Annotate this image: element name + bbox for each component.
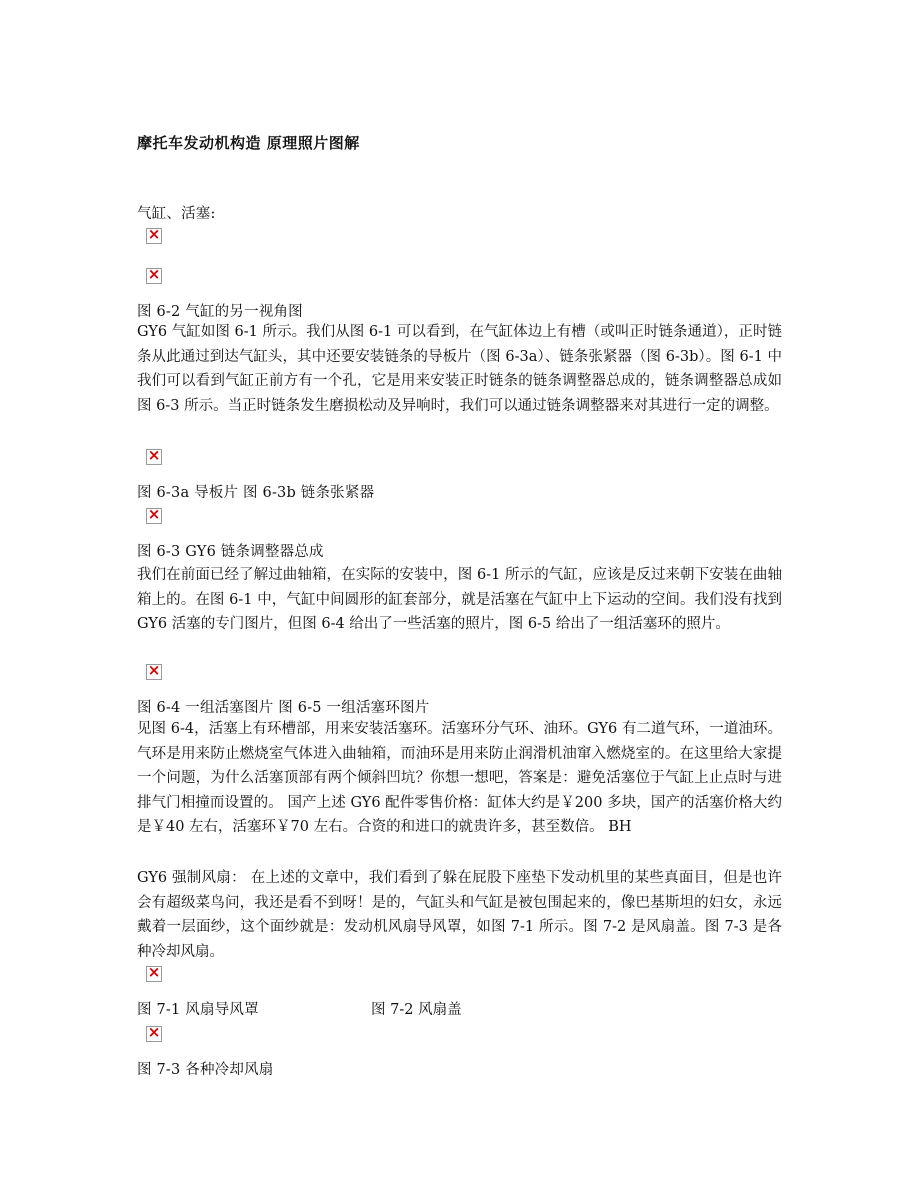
caption-fig-6-2: 图 6-2 气缸的另一视角图	[137, 304, 303, 320]
broken-image-icon	[146, 1026, 162, 1042]
broken-image-icon	[146, 664, 162, 680]
broken-image-icon	[146, 508, 162, 524]
caption-fig-7-3: 图 7-3 各种冷却风扇	[137, 1062, 274, 1078]
paragraph-fan: GY6 强制风扇： 在上述的文章中，我们看到了躲在屁股下座垫下发动机里的某些真面目，但是也许会有超级菜鸟问，我还是看不到呀！是的，气缸头和气缸是被包围起来的，像巴基斯坦的妇女，永远戴着一层面纱，这个面纱就是：发动机风扇导风罩，如图 7-1 所示。图 7-2 是风扇盖。图 7-3 是各种冷却风扇。	[137, 870, 782, 960]
document-title: 摩托车发动机构造 原理照片图解	[137, 134, 360, 152]
paragraph-piston-rings: 见图 6-4，活塞上有环槽部，用来安装活塞环。活塞环分气环、油环。GY6 有二道气环，一道油环。气环是用来防止燃烧室气体进入曲轴箱，而油环是用来防止润滑机油窜入燃烧室的。在这里给大家提一个问题，为什么活塞顶部有两个倾斜凹坑？你想一想吧，答案是：避免活塞位于气缸上止点时与进排气门相撞而设置的。 国产上述 GY6 配件零售价格：缸体大约是￥200 多块，国产的活塞价格大约是￥40 左右，活塞环￥70 左右。合资的和进口的就贵许多，甚至数倍。 BH	[137, 721, 782, 835]
broken-image-icon	[146, 228, 162, 244]
caption-fig-7-1: 图 7-1 风扇导风罩	[137, 1002, 259, 1018]
caption-fig-6-4-6-5: 图 6-4 一组活塞图片 图 6-5 一组活塞环图片	[137, 700, 430, 716]
caption-fig-6-3ab: 图 6-3a 导板片 图 6-3b 链条张紧器	[137, 485, 375, 501]
paragraph-cylinder: GY6 气缸如图 6-1 所示。我们从图 6-1 可以看到，在气缸体边上有槽（或叫正时链条通道），正时链条从此通过到达气缸头，其中还要安装链条的导板片（图 6-3a）、链条张紧器（图 6-3b）。图 6-1 中我们可以看到气缸正前方有一个孔，它是用来安装正时链条的链条调整器总成的，链条调整器总成如图 6-3 所示。当正时链条发生磨损松动及异响时，我们可以通过链条调整器来对其进行一定的调整。	[137, 324, 782, 414]
broken-image-icon	[146, 966, 162, 982]
broken-image-icon	[146, 449, 162, 465]
section-heading-cylinder: 气缸、活塞:	[137, 206, 216, 222]
broken-image-icon	[146, 268, 162, 284]
caption-fig-7-2: 图 7-2 风扇盖	[371, 1002, 462, 1018]
paragraph-piston-intro: 我们在前面已经了解过曲轴箱，在实际的安装中，图 6-1 所示的气缸，应该是反过来朝下安装在曲轴箱上的。在图 6-1 中，气缸中间圆形的缸套部分，就是活塞在气缸中上下运动的空间。我们没有找到 GY6 活塞的专门图片，但图 6-4 给出了一些活塞的照片，图 6-5 给出了一组活塞环的照片。	[137, 567, 782, 632]
caption-fig-6-3: 图 6-3 GY6 链条调整器总成	[137, 544, 324, 560]
